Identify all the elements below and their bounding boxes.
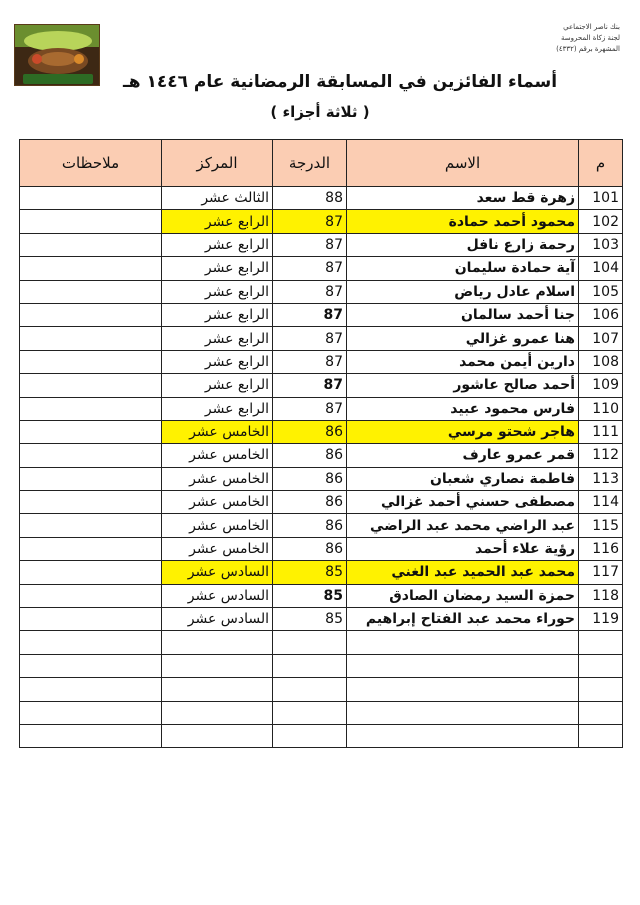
column-header-name: الاسم bbox=[347, 140, 579, 187]
cell-rank bbox=[162, 724, 273, 747]
table-row bbox=[20, 701, 623, 724]
cell-rank: الرابع عشر bbox=[162, 257, 273, 280]
organization-info bbox=[500, 22, 620, 55]
table-row bbox=[20, 537, 623, 560]
table-row bbox=[20, 187, 623, 210]
cell-degree: 87 bbox=[273, 257, 347, 280]
table-row bbox=[20, 233, 623, 256]
table-row bbox=[20, 467, 623, 490]
cell-rank: الرابع عشر bbox=[162, 210, 273, 233]
cell-name: أحمد صالح عاشور bbox=[347, 374, 579, 397]
table-row bbox=[20, 374, 623, 397]
table-row bbox=[20, 608, 623, 631]
cell-number: 107 bbox=[579, 327, 623, 350]
cell-notes bbox=[20, 280, 162, 303]
org-line: بنك ناصر الاجتماعي bbox=[563, 23, 620, 31]
cell-number: 118 bbox=[579, 584, 623, 607]
column-header-degree: الدرجة bbox=[273, 140, 347, 187]
cell-name: محمود أحمد حمادة bbox=[347, 210, 579, 233]
cell-number: 104 bbox=[579, 257, 623, 280]
page-title: أسماء الفائزين في المسابقة الرمضانية عام ١٤٤٦ هـ bbox=[122, 72, 558, 92]
table-row bbox=[20, 491, 623, 514]
cell-notes bbox=[20, 327, 162, 350]
cell-number: 102 bbox=[579, 210, 623, 233]
cell-name: آية حمادة سليمان bbox=[347, 257, 579, 280]
cell-notes bbox=[20, 584, 162, 607]
cell-degree: 87 bbox=[273, 350, 347, 373]
cell-degree: 87 bbox=[273, 397, 347, 420]
cell-notes bbox=[20, 303, 162, 326]
cell-notes bbox=[20, 350, 162, 373]
cell-name bbox=[347, 701, 579, 724]
cell-number: 113 bbox=[579, 467, 623, 490]
cell-name bbox=[347, 724, 579, 747]
cell-rank: الرابع عشر bbox=[162, 350, 273, 373]
cell-name: مصطفى حسني أحمد غزالي bbox=[347, 491, 579, 514]
cell-rank: الخامس عشر bbox=[162, 537, 273, 560]
table-row bbox=[20, 327, 623, 350]
cell-rank: الرابع عشر bbox=[162, 397, 273, 420]
table-header-row bbox=[20, 140, 623, 187]
cell-degree: 87 bbox=[273, 233, 347, 256]
cell-rank: الرابع عشر bbox=[162, 233, 273, 256]
cell-rank bbox=[162, 678, 273, 701]
cell-rank: السادس عشر bbox=[162, 561, 273, 584]
cell-rank: الخامس عشر bbox=[162, 420, 273, 443]
cell-name: فارس محمود عبيد bbox=[347, 397, 579, 420]
cell-number: 106 bbox=[579, 303, 623, 326]
cell-degree bbox=[273, 654, 347, 677]
table-row bbox=[20, 584, 623, 607]
table-row bbox=[20, 257, 623, 280]
cell-name: هنا عمرو غزالي bbox=[347, 327, 579, 350]
org-line: المشهرة برقم (٤٣٣٢) bbox=[556, 45, 620, 53]
cell-rank bbox=[162, 701, 273, 724]
cell-degree: 87 bbox=[273, 280, 347, 303]
cell-name: قمر عمرو عارف bbox=[347, 444, 579, 467]
cell-name: فاطمة نصاري شعبان bbox=[347, 467, 579, 490]
cell-notes bbox=[20, 608, 162, 631]
table-row bbox=[20, 303, 623, 326]
cell-number: 116 bbox=[579, 537, 623, 560]
cell-name: عبد الراضي محمد عبد الراضي bbox=[347, 514, 579, 537]
table-row bbox=[20, 280, 623, 303]
cell-rank: الرابع عشر bbox=[162, 374, 273, 397]
cell-rank: الخامس عشر bbox=[162, 444, 273, 467]
cell-number: 112 bbox=[579, 444, 623, 467]
cell-notes bbox=[20, 397, 162, 420]
cell-degree: 87 bbox=[273, 327, 347, 350]
cell-name bbox=[347, 631, 579, 654]
cell-number bbox=[579, 701, 623, 724]
cell-rank: الرابع عشر bbox=[162, 280, 273, 303]
table-row bbox=[20, 514, 623, 537]
cell-degree: 87 bbox=[273, 210, 347, 233]
cell-degree: 85 bbox=[273, 584, 347, 607]
table-row bbox=[20, 631, 623, 654]
cell-degree: 85 bbox=[273, 608, 347, 631]
cell-name: اسلام عادل رياض bbox=[347, 280, 579, 303]
cell-name: محمد عبد الحميد عبد الغني bbox=[347, 561, 579, 584]
column-header-notes: ملاحظات bbox=[20, 140, 162, 187]
cell-notes bbox=[20, 724, 162, 747]
page-subtitle: ( ثلاثة أجزاء ) bbox=[270, 103, 370, 121]
cell-name: زهرة قط سعد bbox=[347, 187, 579, 210]
org-line: لجنة زكاة المحروسة bbox=[561, 34, 620, 42]
table-row bbox=[20, 397, 623, 420]
cell-name bbox=[347, 678, 579, 701]
organization-logo bbox=[14, 24, 100, 86]
cell-notes bbox=[20, 374, 162, 397]
cell-notes bbox=[20, 420, 162, 443]
cell-notes bbox=[20, 631, 162, 654]
cell-notes bbox=[20, 444, 162, 467]
cell-name: دارين أيمن محمد bbox=[347, 350, 579, 373]
cell-degree: 87 bbox=[273, 374, 347, 397]
cell-rank bbox=[162, 631, 273, 654]
cell-rank: الخامس عشر bbox=[162, 514, 273, 537]
cell-degree: 86 bbox=[273, 537, 347, 560]
cell-degree: 86 bbox=[273, 444, 347, 467]
cell-notes bbox=[20, 210, 162, 233]
cell-notes bbox=[20, 514, 162, 537]
cell-number: 119 bbox=[579, 608, 623, 631]
table-row bbox=[20, 654, 623, 677]
cell-rank: الثالث عشر bbox=[162, 187, 273, 210]
cell-number: 110 bbox=[579, 397, 623, 420]
cell-degree bbox=[273, 631, 347, 654]
cell-name: هاجر شحتو مرسي bbox=[347, 420, 579, 443]
cell-name: جنا أحمد سالمان bbox=[347, 303, 579, 326]
cell-degree: 86 bbox=[273, 491, 347, 514]
cell-degree: 85 bbox=[273, 561, 347, 584]
column-header-number: م bbox=[579, 140, 623, 187]
table-row bbox=[20, 724, 623, 747]
cell-name: حمزة السيد رمضان الصادق bbox=[347, 584, 579, 607]
cell-name: رؤية علاء أحمد bbox=[347, 537, 579, 560]
winners-table bbox=[19, 139, 623, 748]
cell-number: 108 bbox=[579, 350, 623, 373]
table-row bbox=[20, 350, 623, 373]
cell-degree: 86 bbox=[273, 514, 347, 537]
cell-notes bbox=[20, 233, 162, 256]
cell-notes bbox=[20, 537, 162, 560]
cell-name: حوراء محمد عبد الفتاح إبراهيم bbox=[347, 608, 579, 631]
cell-degree bbox=[273, 701, 347, 724]
table-row bbox=[20, 678, 623, 701]
cell-rank: الخامس عشر bbox=[162, 491, 273, 514]
table-row bbox=[20, 561, 623, 584]
cell-number: 117 bbox=[579, 561, 623, 584]
cell-degree: 87 bbox=[273, 303, 347, 326]
cell-rank: الرابع عشر bbox=[162, 327, 273, 350]
cell-notes bbox=[20, 678, 162, 701]
cell-number: 105 bbox=[579, 280, 623, 303]
cell-degree: 86 bbox=[273, 420, 347, 443]
cell-notes bbox=[20, 187, 162, 210]
cell-degree bbox=[273, 724, 347, 747]
table-body bbox=[20, 187, 623, 748]
cell-notes bbox=[20, 701, 162, 724]
cell-degree: 88 bbox=[273, 187, 347, 210]
cell-rank: السادس عشر bbox=[162, 584, 273, 607]
cell-number: 109 bbox=[579, 374, 623, 397]
cell-name bbox=[347, 654, 579, 677]
table-row bbox=[20, 444, 623, 467]
cell-number bbox=[579, 631, 623, 654]
cell-rank: الرابع عشر bbox=[162, 303, 273, 326]
table-row bbox=[20, 210, 623, 233]
cell-degree bbox=[273, 678, 347, 701]
cell-number: 101 bbox=[579, 187, 623, 210]
cell-number bbox=[579, 678, 623, 701]
cell-rank: السادس عشر bbox=[162, 608, 273, 631]
column-header-rank: المركز bbox=[162, 140, 273, 187]
cell-number: 103 bbox=[579, 233, 623, 256]
cell-notes bbox=[20, 467, 162, 490]
cell-rank: الخامس عشر bbox=[162, 467, 273, 490]
cell-notes bbox=[20, 561, 162, 584]
cell-number bbox=[579, 654, 623, 677]
cell-name: رحمة زارع نافل bbox=[347, 233, 579, 256]
cell-number bbox=[579, 724, 623, 747]
cell-number: 111 bbox=[579, 420, 623, 443]
cell-number: 115 bbox=[579, 514, 623, 537]
logo-emblem-icon bbox=[15, 25, 100, 86]
cell-notes bbox=[20, 654, 162, 677]
cell-notes bbox=[20, 257, 162, 280]
cell-rank bbox=[162, 654, 273, 677]
cell-number: 114 bbox=[579, 491, 623, 514]
cell-degree: 86 bbox=[273, 467, 347, 490]
cell-notes bbox=[20, 491, 162, 514]
table-row bbox=[20, 420, 623, 443]
